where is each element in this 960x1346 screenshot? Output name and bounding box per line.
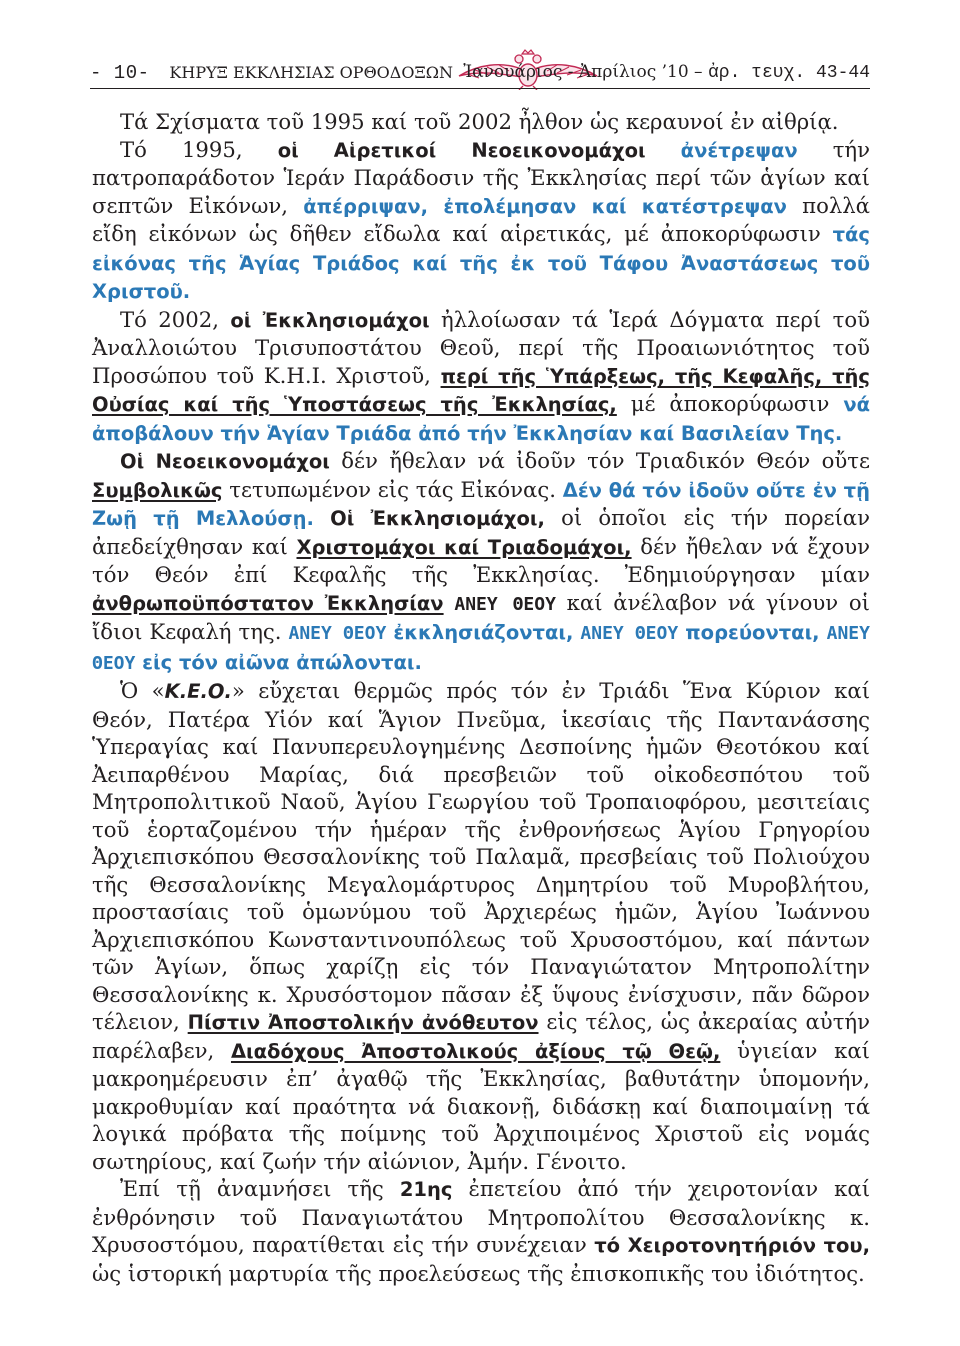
p4-highlight: πορεύονται, bbox=[678, 621, 827, 644]
p4-text: τετυπωμένον εἰς τάς Εἰκόνας. bbox=[222, 476, 563, 502]
issue-period: Ἰανουάριος - Ἀπρίλιος ’10 – bbox=[463, 62, 703, 82]
p4-underlined: ἀνθρωποϋπόστατον Ἐκκλησίαν bbox=[92, 591, 444, 615]
p6-emphasis: τό Χειροτονητήριόν του, bbox=[594, 1234, 870, 1257]
header-right bbox=[463, 62, 870, 83]
p5-underlined: Πίστιν Ἀποστολικήν ἀνόθευτον bbox=[187, 1011, 539, 1034]
p2-highlight: ἀπέρριψαν, ἐπολέμησαν καί κατέστρεψαν bbox=[303, 194, 787, 218]
header-left bbox=[90, 62, 453, 84]
p4-underlined: Χριστομάχοι καί Τριαδομάχοι, bbox=[296, 535, 632, 559]
paragraph-4 bbox=[92, 447, 870, 677]
p4-underlined: Συμβολικῶς bbox=[92, 478, 223, 502]
p5-keo: Κ.Ε.Ο. bbox=[164, 680, 232, 703]
p4-highlight: εἰς τόν αἰῶνα ἀπώλονται. bbox=[135, 650, 422, 674]
p3-underlined: περί τῆς Ὑπάρξεως, τῆς Κεφαλῆς, τῆς Οὐσίας καί τῆς Ὑποστάσεως τῆς Ἐκκλησίας, bbox=[92, 364, 870, 416]
paragraph-2 bbox=[92, 136, 870, 306]
p2-text: πολλά εἴδη εἰκόνων ὡς δῆθεν εἴδωλα καί αἱρετικάς, μέ ἀποκορύφωσιν bbox=[92, 192, 870, 246]
p2-highlight: ἀνέτρεψαν bbox=[680, 138, 798, 162]
p4-text: δέν ἤθελαν νά ἔχουν τόν Θεόν ἐπί Κεφαλῆς τῆς Ἐκκλησίας. Ἐδημιούργησαν μίαν bbox=[92, 533, 870, 587]
p3-emphasis: οἱ Ἐκκλησιομάχοι bbox=[230, 308, 430, 332]
p5-text: Ὁ « bbox=[120, 678, 165, 703]
p5-text: » εὔχεται θερμῶς πρός τόν ἐν Τριάδι Ἕνα Κύριον καί Θεόν, Πατέρα Υἱόν καί Ἅγιον Πνεῦμα, ἱκεσίαις τῆς Παντανάσσης Ὑπεραγίας καί Πανυπερευλογημένης Δεσποίνης ἡμῶν Θεοτόκου καί Ἀειπαρθένου Μαρίας, διά πρεσβειῶν τοῦ οἰκοδεσπότου τοῦ Μητροπολιτικοῦ Ναοῦ, Ἁγίου Γεωργίου τοῦ Τροπαιοφόρου, μεσιτείαις τοῦ ἑορταζομένου τήν ἡμέραν τῆς ἐνθρονήσεως Ἁγίου Γρηγορίου Ἀρχιεπισκόπου Θεσσαλονίκης τοῦ Παλαμᾶ, πρεσβείαις τοῦ Πολιούχου τῆς Θεσσαλονίκης Μεγαλομάρτυρος Δημητρίου τοῦ Μυροβλήτου, προστασίαις τοῦ ὁμωνύμου τοῦ Ἀρχιερέως ἡμῶν, Ἁγίου Ἰωάννου Ἀρχιεπισκόπου Κωνσταντινουπόλεως τοῦ Χρυσοστόμου, καί πάντων τῶν Ἁγίων, ὅπως χαρίζῃ εἰς τόν Παναγιώτατον Μητροπολίτην Θεσσαλονίκης κ. Χρυσόστομον πᾶσαν ἐξ ὕψους ἐνίσχυσιν, πᾶν δῶρον τέλειον, bbox=[92, 678, 871, 1034]
paragraph-5 bbox=[92, 677, 870, 1175]
p6-emphasis: 21ης bbox=[399, 1178, 453, 1201]
p2-text: Τό 1995, bbox=[120, 136, 278, 162]
p4-space bbox=[314, 505, 330, 530]
p4-emphasis: Οἱ Νεοεικονομάχοι bbox=[120, 450, 330, 473]
p3-highlight: νά ἀποβάλουν τήν Ἁγίαν Τριάδα ἀπό τήν Ἐκκλησίαν καί Βασιλείαν Της. bbox=[92, 393, 870, 445]
p6-text: ὡς ἱστορική μαρτυρία τῆς προελεύσεως τῆς ἐπισκοπικῆς του ἰδιότητος. bbox=[92, 1260, 865, 1286]
paragraph-6 bbox=[92, 1175, 870, 1287]
p3-text: μέ ἀποκορύφωσιν bbox=[616, 391, 844, 416]
paragraph-1 bbox=[92, 108, 870, 136]
page-header bbox=[90, 48, 870, 90]
p4-text: οἱ ὁποῖοι εἰς τήν πορείαν ἀπεδείχθησαν καί bbox=[92, 505, 870, 559]
article-body bbox=[92, 108, 870, 1287]
p4-aneu-theou: ΑΝΕΥ ΘΕΟΥ bbox=[454, 593, 556, 615]
p4-highlight: ἐκκλησιάζονται, bbox=[386, 621, 581, 644]
p6-text: ἐπετείου ἀπό τήν χειροτονίαν καί ἐνθρόνησιν τοῦ Παναγιωτάτου Μητροπολίτου Θεσσαλονίκης κ. Χρυσοστόμου, παρατίθεται εἰς τήν συνέχειαν bbox=[92, 1176, 871, 1257]
p1-text: Τά Σχίσματα τοῦ 1995 καί τοῦ 2002 ἦλθον ὡς κεραυνοί ἐν αἰθρίᾳ. bbox=[120, 109, 839, 134]
p2-highlight: τάς εἰκόνας τῆς Ἁγίας Τριάδος καί τῆς ἐκ τοῦ Τάφου Ἀναστάσεως τοῦ Χριστοῦ. bbox=[92, 223, 870, 303]
page-number: - 10- bbox=[90, 62, 150, 84]
p4-text: καί ἀνέλαβον νά γίνουν οἱ ἴδιοι Κεφαλή της. bbox=[92, 589, 870, 644]
p2-space bbox=[646, 137, 681, 162]
p5-text: ὑγιείαν καί μακροημέρευσιν ἐπ’ ἀγαθῷ τῆς Ἐκκλησίας, βαθυτάτην ὑπομονήν, μακροθυμίαν καί πραότητα νά διακονῇ, διδάσκῃ καί διαποιμαίνῃ τά λογικά πρόβατα τῆς ποίμνης τοῦ Ἀρχιποιμένος Χριστοῦ εἰς νομάς σωτηρίους, καί ζωήν τήν αἰώνιον, Ἀμήν. Γένοιτο. bbox=[92, 1037, 870, 1174]
p5-underlined: Διαδόχους Ἀποστολικούς ἀξίους τῷ Θεῷ, bbox=[230, 1039, 721, 1063]
header-rule bbox=[90, 88, 870, 89]
paragraph-3 bbox=[92, 306, 870, 448]
p2-text: τήν πατροπαράδοτον Ἱεράν Παράδοσιν τῆς Ἐκκλησίας περί τῶν ἁγίων καί σεπτῶν Εἰκόνων, bbox=[92, 136, 870, 218]
issue-number: ἀρ. τευχ. 43-44 bbox=[707, 63, 870, 83]
p4-aneu-theou: ΑΝΕΥ ΘΕΟΥ bbox=[580, 623, 679, 644]
p4-highlight: Δέν θά τόν ἰδοῦν οὔτε ἐν τῇ Ζωῇ τῇ Μελλούσῃ. bbox=[92, 478, 870, 530]
p5-text: εἰς τέλος, ὡς ἀκεραίας αὐτήν παρέλαβεν, bbox=[92, 1009, 870, 1063]
p3-text: ἠλλοίωσαν τά Ἱερά Δόγματα περί τοῦ Ἀναλλοιώτου Τρισυποστάτου Θεοῦ, περί τῆς Προαιωνιότητος τοῦ Προσώπου τοῦ Κ.Η.Ι. Χριστοῦ, bbox=[92, 306, 870, 388]
p4-text: δέν ἤθελαν νά ἰδοῦν τόν Τριαδικόν Θεόν οὔτε bbox=[329, 448, 870, 473]
p6-text: Ἐπί τῇ ἀναμνήσει τῆς bbox=[120, 1176, 400, 1201]
p3-text: Τό 2002, bbox=[120, 306, 231, 332]
p4-aneu-theou: ΑΝΕΥ ΘΕΟΥ bbox=[92, 623, 870, 674]
p4-emphasis: Οἱ Ἐκκλησιομάχοι, bbox=[330, 507, 545, 530]
p4-aneu-theou: ΑΝΕΥ ΘΕΟΥ bbox=[288, 623, 387, 644]
p4-space bbox=[444, 590, 455, 615]
masthead-title: ΚΗΡΥΞ ΕΚΚΛΗΣΙΑΣ ΟΡΘΟΔΟΞΩΝ bbox=[169, 63, 453, 82]
p2-emphasis: οἱ Αἱρετικοί Νεοεικονομάχοι bbox=[277, 138, 646, 162]
